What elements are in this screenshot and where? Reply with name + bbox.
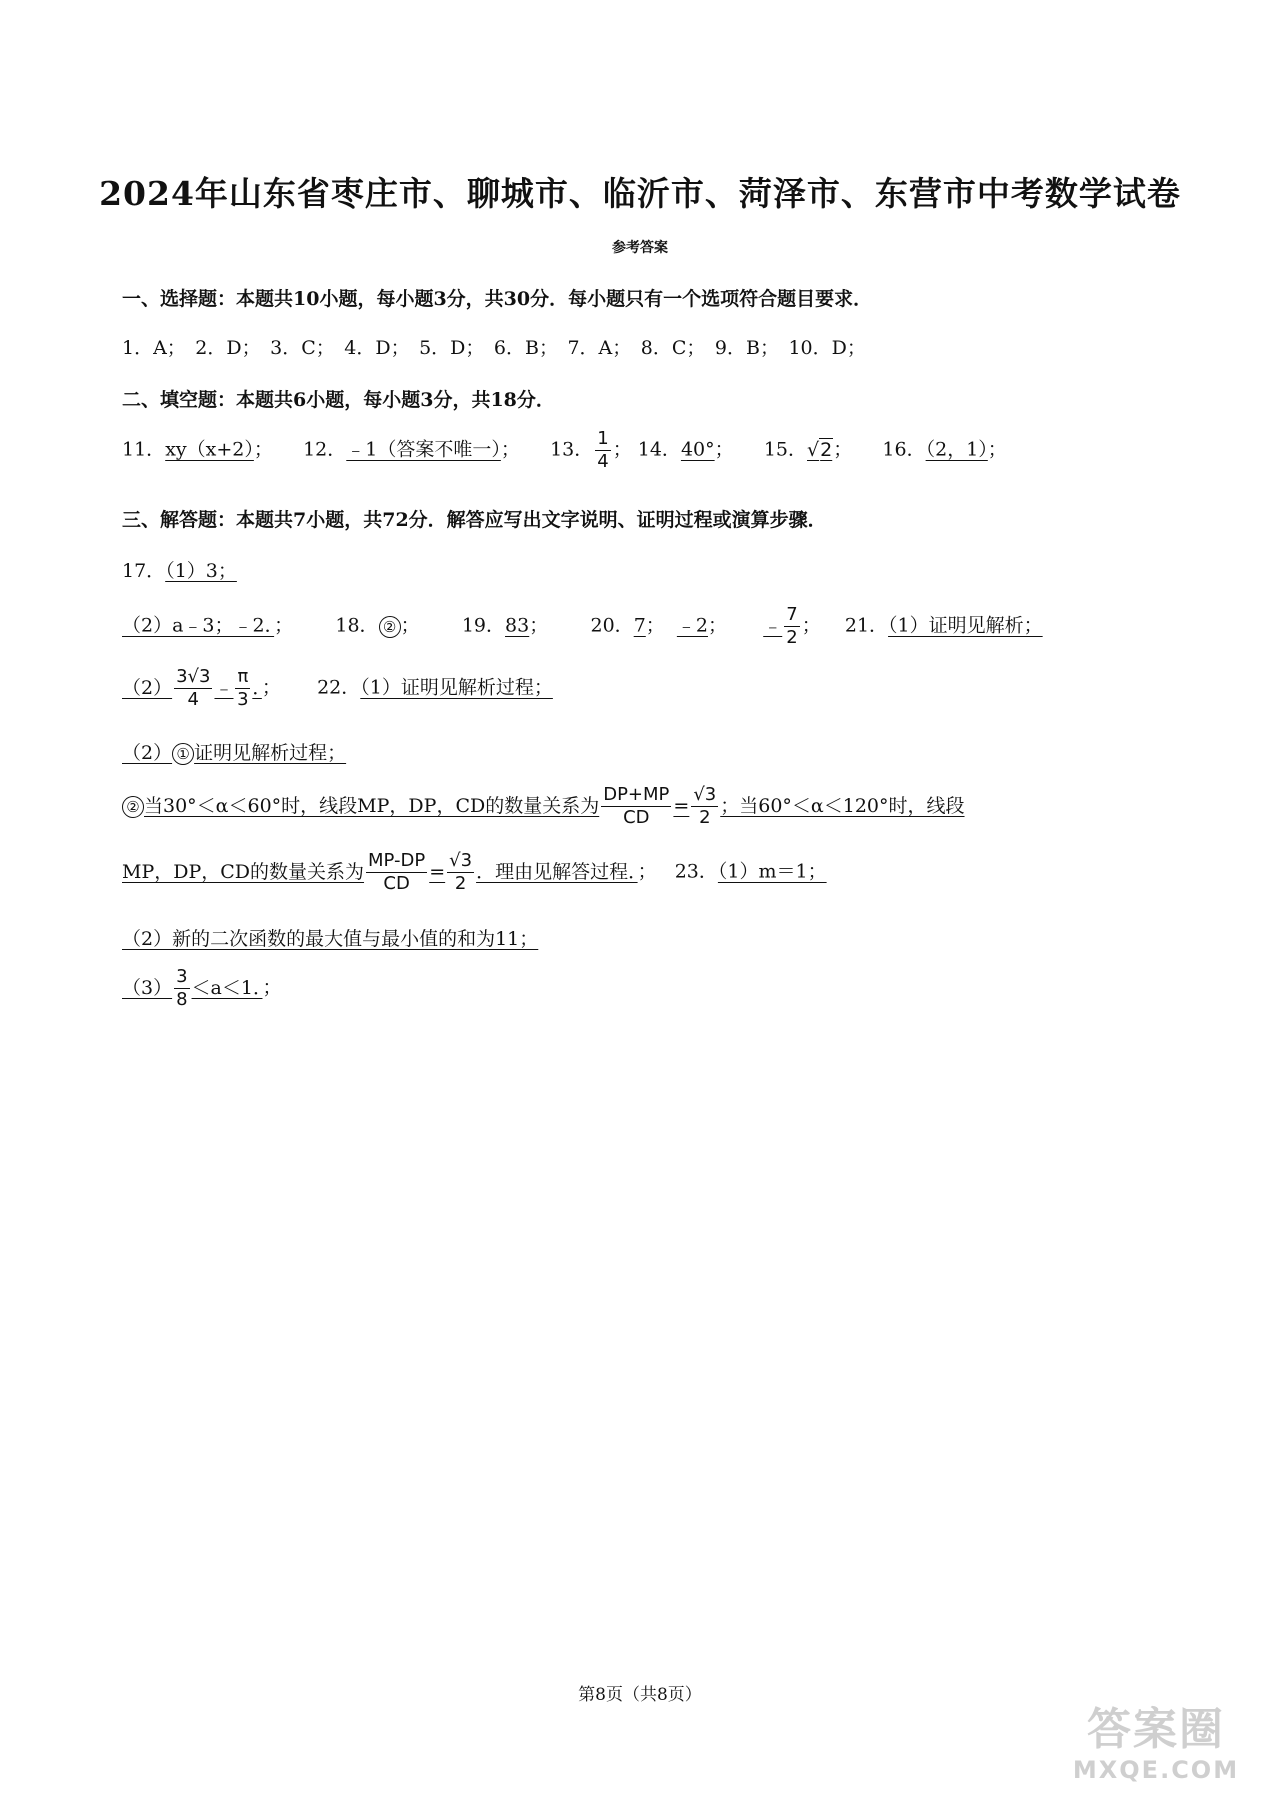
q11-label: 11． <box>122 438 166 461</box>
q21-fraction2: $\frac{\pi}{3}$ <box>237 666 249 710</box>
section3-heading: 三、解答题：本题共7小题，共72分．解答应写出文字说明、证明过程或演算步骤． <box>122 509 827 531</box>
q18-label: 18． <box>335 614 379 637</box>
q17-part2: （2）a﹣3；﹣2． <box>122 614 275 637</box>
q23-label: 23． <box>674 860 718 883</box>
q17-label: 17． <box>122 560 166 582</box>
q23-fraction: $\frac{3}{8}$ <box>176 966 188 1010</box>
q17-line <box>122 556 255 583</box>
q17-q21-line: （2）a﹣3；﹣2．； 18． ② ； 19．83； 20．7； ﹣2； ﹣ $\frac{7}{2}$ ； 21．（1）证明见解析； <box>122 604 1043 648</box>
q22-part2-line <box>122 738 346 765</box>
q23-part3: （3） $\frac{3}{8}$ ＜a＜1． <box>122 966 263 1010</box>
q22-label: 22． <box>317 676 361 699</box>
page-title: 2024年山东省枣庄市、聊城市、临沂市、菏泽市、东营市中考数学试卷 <box>99 174 1181 213</box>
q16-answer: （2，1） <box>925 438 988 461</box>
q22-fraction1: $\frac{DP+MP}{CD}$ <box>603 784 670 828</box>
q14-label: 14． <box>637 438 681 461</box>
q23-part1: （1）m＝1； <box>717 860 827 883</box>
q18-answer: ② <box>379 616 401 638</box>
q20-label: 20． <box>590 614 634 637</box>
q20-answer-b: ﹣2 <box>676 614 708 637</box>
q23-part3-line: （3） $\frac{3}{8}$ ＜a＜1．； <box>122 966 282 1010</box>
q21-part2: （2） $\frac{3√3}{4}$ ﹣ $\frac{\pi}{3}$ ． <box>122 666 262 710</box>
q22-fraction2: $\frac{√3}{2}$ <box>693 784 717 828</box>
q22-part3: ② 当30°＜α＜60°时，线段MP，DP，CD的数量关系为 $\frac{DP+MP}{CD}$ = $\frac{√3}{2}$ ；当60°＜α＜120°时，线段 <box>122 795 965 817</box>
q22-q23-line: MP，DP，CD的数量关系为 $\frac{MP-DP}{CD}$ = $\frac{√3}{2}$ ．理由见解答过程．； 23．（1）m＝1； <box>122 850 827 894</box>
watermark-logo: 答案圈 MXQE.COM <box>1072 1704 1240 1784</box>
q19-answer: 83 <box>505 614 530 637</box>
q21-label: 21． <box>844 614 889 637</box>
q22-part2: （2） ① 证明见解析过程； <box>122 742 347 764</box>
q20-answer-a: 7 <box>633 614 646 637</box>
q23-part2: （2）新的二次函数的最大值与最小值的和为11； <box>122 928 539 950</box>
q22-part3-line <box>122 786 965 827</box>
q22-part1: （1）证明见解析过程； <box>360 676 553 699</box>
q21-fraction1: $\frac{3√3}{4}$ <box>176 666 211 710</box>
q20-answer-c: ﹣ $\frac{7}{2}$ <box>763 604 798 648</box>
q23-part2-line <box>122 924 538 951</box>
q11-answer: xy（x+2） <box>165 438 254 461</box>
q16-label: 16． <box>882 438 926 461</box>
section1-heading: 一、选择题：本题共10小题，每小题3分，共30分．每小题只有一个选项符合题目要求． <box>122 288 873 310</box>
q13-label: 13． <box>550 438 594 461</box>
q15-answer: √2 <box>807 438 833 461</box>
q22-fraction4: $\frac{√3}{2}$ <box>449 850 473 894</box>
q13-fraction: $\frac{1}{4}$ <box>597 428 609 472</box>
q21-part1: （1）证明见解析； <box>888 614 1043 637</box>
q22-fraction3: $\frac{MP-DP}{CD}$ <box>368 850 426 894</box>
q12-answer: ﹣1（答案不唯一） <box>346 438 501 461</box>
q20-fraction: $\frac{7}{2}$ <box>786 604 798 648</box>
q14-answer: 40° <box>680 438 715 461</box>
page-subtitle: 参考答案 <box>612 240 668 256</box>
q22-part2-circle: ① <box>172 743 194 765</box>
q19-label: 19． <box>461 614 506 637</box>
page-footer: 第8页（共8页） <box>578 1685 702 1705</box>
section2-heading: 二、填空题：本题共6小题，每小题3分，共18分． <box>122 389 555 411</box>
q15-label: 15． <box>763 438 808 461</box>
q17-part1: （1）3； <box>165 560 237 582</box>
section2-answers: 11．xy（x+2）； 12．﹣1（答案不唯一）； 13． $\frac{1}{4}$ ； 14．40°； 15．√2； 16．（2，1）； <box>122 428 1007 472</box>
q22-part4: MP，DP，CD的数量关系为 $\frac{MP-DP}{CD}$ = $\frac{√3}{2}$ ．理由见解答过程． <box>122 850 638 894</box>
q22-part3-circle: ② <box>122 796 144 818</box>
q21-q22-line: （2） $\frac{3√3}{4}$ ﹣ $\frac{\pi}{3}$ ．； 22．（1）证明见解析过程； <box>122 666 553 710</box>
q12-label: 12． <box>303 438 347 461</box>
section1-answers: 1．A； 2．D； 3．C； 4．D； 5．D； 6．B； 7．A； 8．C； 9．B； 10．D； <box>122 337 866 359</box>
